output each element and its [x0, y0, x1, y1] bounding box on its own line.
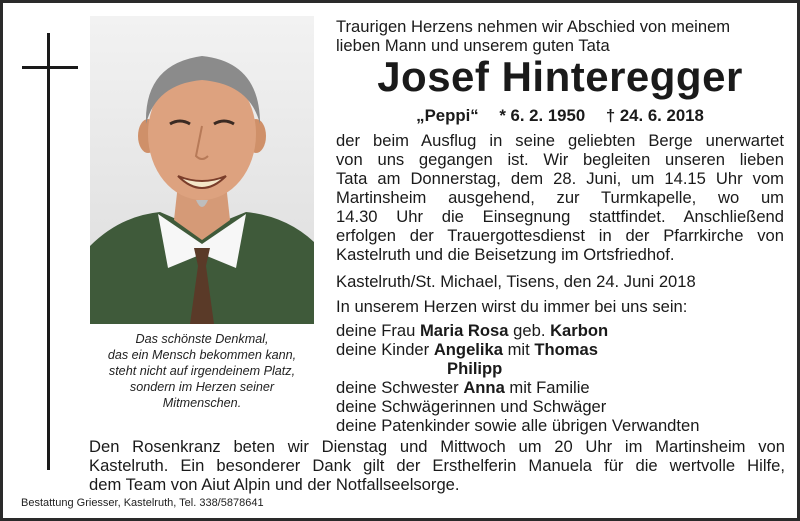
death-date: † 24. 6. 2018: [605, 106, 704, 125]
mourner-inlaws: deine Schwägerinnen und Schwäger: [336, 397, 607, 416]
quote-line: Das schönste Denkmal,: [135, 332, 269, 346]
body-line: 14.30 Uhr die Einsegnung stattfindet. Anschließend: [336, 207, 784, 226]
cross-icon: [47, 33, 50, 470]
mourner-wife: [336, 321, 608, 340]
mourner-name: Angelika: [433, 340, 503, 359]
funeral-home-footer: Bestattung Griesser, Kastelruth, Tel. 338/5878641: [21, 497, 264, 509]
closing-line: dem Team von Aiut Alpin und der Notfallseelsorge.: [89, 475, 460, 494]
mourner-text: mit Familie: [509, 378, 590, 397]
cross-icon-bar: [22, 66, 78, 69]
portrait-photo: [90, 16, 314, 324]
body-line: Tata am Donnerstag, dem 28. Juni, um 14.15 Uhr vom: [336, 169, 784, 188]
mourner-name: Karbon: [550, 321, 609, 340]
quote-line: steht nicht auf irgendeinem Platz,: [108, 364, 296, 378]
quote-line: das ein Mensch bekommen kann,: [107, 348, 297, 362]
quote-line: sondern im Herzen seiner: [129, 380, 275, 394]
birth-date: * 6. 2. 1950: [499, 106, 586, 125]
mourner-prefix: deine Kinder: [336, 340, 430, 359]
place-date: Kastelruth/St. Michael, Tisens, den 24. Juni 2018: [336, 272, 696, 291]
intro-line: lieben Mann und unserem guten Tata: [336, 36, 610, 55]
memory-line: In unserem Herzen wirst du immer bei uns sein:: [336, 297, 688, 316]
mourner-prefix: deine Frau: [336, 321, 416, 340]
mourner-name: Maria Rosa: [419, 321, 509, 340]
body-line: Kastelruth und die Beisetzung im Ortsfriedhof.: [336, 245, 675, 264]
body-line: erfolgen der Trauergottesdienst in der Pfarrkirche von: [336, 226, 784, 245]
mourner-name: Anna: [463, 378, 505, 397]
nickname: „Peppi“: [416, 106, 479, 125]
deceased-name: Josef Hinteregger: [377, 53, 743, 100]
mourner-name: Thomas: [534, 340, 598, 359]
intro-line: Traurigen Herzens nehmen wir Abschied von meinem: [336, 17, 731, 36]
mourner-name: Philipp: [447, 359, 503, 378]
mourner-text: mit: [507, 340, 530, 359]
mourner-prefix: deine Schwester: [336, 378, 459, 397]
mourner-sister: [336, 378, 590, 397]
life-dates: [336, 106, 784, 125]
body-line: von uns gegangen ist. Wir begleiten unseren lieben: [336, 150, 784, 169]
mourner-godchildren: deine Patenkinder sowie alle übrigen Verwandten: [336, 416, 700, 435]
body-line: Martinsheim ausgehend, zur Turmkapelle, wo um: [336, 188, 784, 207]
body-line: der beim Ausflug in seine geliebten Berge unerwartet: [336, 131, 784, 150]
memorial-quote: [82, 331, 322, 411]
closing-line: Kastelruth. Ein besonderer Dank gilt der Ersthelferin Manuela für die wertvolle Hilfe,: [89, 456, 785, 475]
mourner-children: [336, 340, 598, 359]
quote-line: Mitmenschen.: [162, 396, 242, 410]
mourner-text: geb.: [513, 321, 546, 340]
closing-line: Den Rosenkranz beten wir Dienstag und Mittwoch um 20 Uhr im Martinsheim von: [89, 437, 785, 456]
